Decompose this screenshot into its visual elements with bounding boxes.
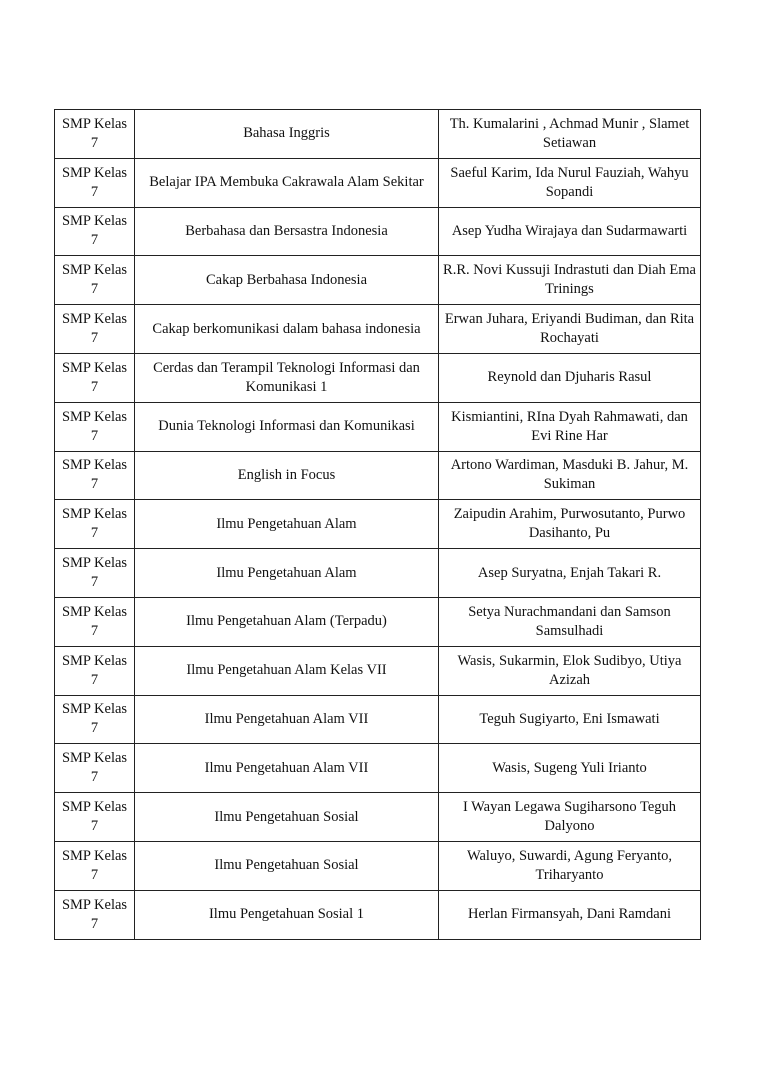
level-label: SMP Kelas (61, 603, 128, 620)
level-cell (55, 793, 135, 842)
table-row (55, 402, 701, 451)
grade-label: 7 (90, 476, 99, 493)
authors-cell: Asep Suryatna, Enjah Takari R. (439, 549, 701, 598)
table-row (55, 744, 701, 793)
level-cell (55, 305, 135, 354)
grade-label: 7 (90, 378, 99, 395)
table-row (55, 695, 701, 744)
title-cell: Berbahasa dan Bersastra Indonesia (135, 207, 439, 256)
authors-cell: Wasis, Sugeng Yuli Irianto (439, 744, 701, 793)
grade-label: 7 (90, 622, 99, 639)
title-cell: Ilmu Pengetahuan Alam VII (135, 744, 439, 793)
level-cell (55, 353, 135, 402)
level-cell (55, 451, 135, 500)
grade-label: 7 (90, 183, 99, 200)
table-row (55, 305, 701, 354)
authors-cell: Setya Nurachmandani dan Samson Samsulhadi (439, 597, 701, 646)
grade-label: 7 (90, 427, 99, 444)
level-label: SMP Kelas (61, 115, 128, 132)
grade-label: 7 (90, 330, 99, 347)
grade-label: 7 (90, 818, 99, 835)
level-label: SMP Kelas (61, 652, 128, 669)
title-cell: English in Focus (135, 451, 439, 500)
authors-cell: R.R. Novi Kussuji Indrastuti dan Diah Ema Trinings (439, 256, 701, 305)
table-row (55, 793, 701, 842)
authors-cell: Herlan Firmansyah, Dani Ramdani (439, 890, 701, 939)
title-cell: Ilmu Pengetahuan Alam (Terpadu) (135, 597, 439, 646)
level-label: SMP Kelas (61, 213, 128, 230)
level-label: SMP Kelas (61, 164, 128, 181)
level-label: SMP Kelas (61, 359, 128, 376)
authors-cell: Zaipudin Arahim, Purwosutanto, Purwo Dasihanto, Pu (439, 500, 701, 549)
table-row (55, 890, 701, 939)
grade-label: 7 (90, 281, 99, 298)
table-row (55, 207, 701, 256)
level-cell (55, 500, 135, 549)
authors-cell: Wasis, Sukarmin, Elok Sudibyo, Utiya Azizah (439, 646, 701, 695)
level-cell (55, 158, 135, 207)
level-label: SMP Kelas (61, 457, 128, 474)
title-cell: Cakap berkomunikasi dalam bahasa indonesia (135, 305, 439, 354)
title-cell: Ilmu Pengetahuan Alam (135, 500, 439, 549)
level-label: SMP Kelas (61, 896, 128, 913)
level-cell (55, 549, 135, 598)
book-list-table (54, 109, 701, 940)
authors-cell: Waluyo, Suwardi, Agung Feryanto, Triharyanto (439, 841, 701, 890)
level-cell (55, 646, 135, 695)
authors-cell: Asep Yudha Wirajaya dan Sudarmawarti (439, 207, 701, 256)
title-cell: Ilmu Pengetahuan Sosial 1 (135, 890, 439, 939)
grade-label: 7 (90, 769, 99, 786)
title-cell: Ilmu Pengetahuan Alam Kelas VII (135, 646, 439, 695)
level-label: SMP Kelas (61, 262, 128, 279)
title-cell: Cerdas dan Terampil Teknologi Informasi dan Komunikasi 1 (135, 353, 439, 402)
grade-label: 7 (90, 671, 99, 688)
table-row (55, 646, 701, 695)
level-cell (55, 207, 135, 256)
authors-cell: Artono Wardiman, Masduki B. Jahur, M. Sukiman (439, 451, 701, 500)
table-row (55, 158, 701, 207)
level-label: SMP Kelas (61, 408, 128, 425)
title-cell: Ilmu Pengetahuan Alam VII (135, 695, 439, 744)
grade-label: 7 (90, 720, 99, 737)
authors-cell: Saeful Karim, Ida Nurul Fauziah, Wahyu Sopandi (439, 158, 701, 207)
level-label: SMP Kelas (61, 701, 128, 718)
table-row (55, 841, 701, 890)
level-label: SMP Kelas (61, 311, 128, 328)
grade-label: 7 (90, 866, 99, 883)
level-label: SMP Kelas (61, 555, 128, 572)
title-cell: Belajar IPA Membuka Cakrawala Alam Sekitar (135, 158, 439, 207)
grade-label: 7 (90, 574, 99, 591)
book-list-body (55, 110, 701, 940)
table-row (55, 500, 701, 549)
title-cell: Cakap Berbahasa Indonesia (135, 256, 439, 305)
table-row (55, 256, 701, 305)
level-label: SMP Kelas (61, 506, 128, 523)
authors-cell: Teguh Sugiyarto, Eni Ismawati (439, 695, 701, 744)
level-cell (55, 890, 135, 939)
title-cell: Ilmu Pengetahuan Sosial (135, 793, 439, 842)
level-label: SMP Kelas (61, 799, 128, 816)
level-cell (55, 597, 135, 646)
title-cell: Bahasa Inggris (135, 110, 439, 159)
title-cell: Ilmu Pengetahuan Alam (135, 549, 439, 598)
table-row (55, 451, 701, 500)
authors-cell: Erwan Juhara, Eriyandi Budiman, dan Rita Rochayati (439, 305, 701, 354)
authors-cell: I Wayan Legawa Sugiharsono Teguh Dalyono (439, 793, 701, 842)
level-label: SMP Kelas (61, 750, 128, 767)
title-cell: Ilmu Pengetahuan Sosial (135, 841, 439, 890)
level-cell (55, 256, 135, 305)
level-cell (55, 841, 135, 890)
level-cell (55, 744, 135, 793)
authors-cell: Th. Kumalarini , Achmad Munir , Slamet Setiawan (439, 110, 701, 159)
table-row (55, 549, 701, 598)
level-cell (55, 695, 135, 744)
grade-label: 7 (90, 915, 99, 932)
authors-cell: Kismiantini, RIna Dyah Rahmawati, dan Evi Rine Har (439, 402, 701, 451)
grade-label: 7 (90, 232, 99, 249)
table-row (55, 353, 701, 402)
grade-label: 7 (90, 134, 99, 151)
level-label: SMP Kelas (61, 847, 128, 864)
level-cell (55, 402, 135, 451)
authors-cell: Reynold dan Djuharis Rasul (439, 353, 701, 402)
title-cell: Dunia Teknologi Informasi dan Komunikasi (135, 402, 439, 451)
table-row (55, 110, 701, 159)
level-cell (55, 110, 135, 159)
table-row (55, 597, 701, 646)
grade-label: 7 (90, 525, 99, 542)
